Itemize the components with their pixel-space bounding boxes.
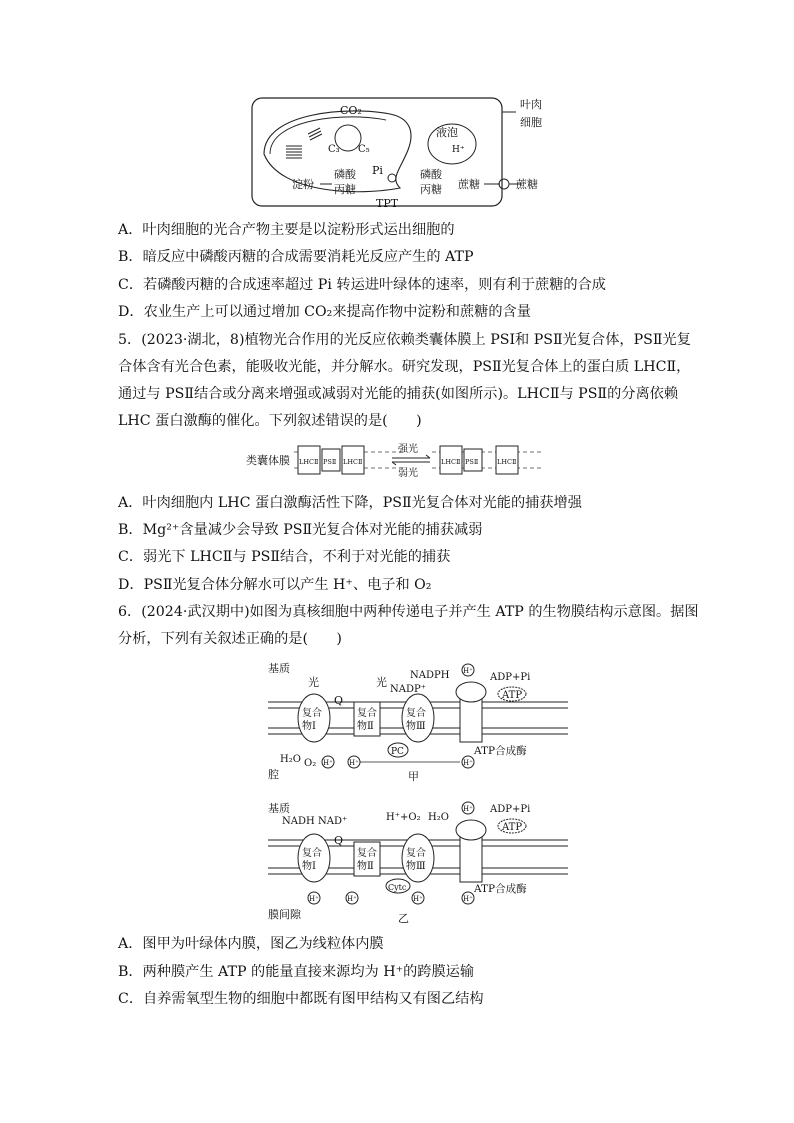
- fig4-c2b: 物Ⅱ: [357, 861, 374, 872]
- fig4-bottom: 膜间隙: [268, 908, 301, 921]
- fig3-synthase: ATP合成酶: [474, 745, 527, 757]
- fig2-ps-2: PSⅡ: [465, 458, 479, 466]
- fig3-c2b: 物Ⅱ: [357, 721, 374, 732]
- fig1-tpt: TPT: [376, 197, 399, 210]
- q6-stem-line1: 6．(2024·武汉期中)如图为真核细胞中两种传递电子并产生 ATP 的生物膜结构示意图。据图: [118, 604, 699, 620]
- fig1-phos2-top: 磷酸: [420, 168, 442, 181]
- fig4-q: Q: [334, 834, 344, 847]
- q4-option-a: A．叶肉细胞的光合产物主要是以淀粉形式运出细胞的: [118, 222, 455, 238]
- fig4-cytc: Cytc: [388, 883, 407, 892]
- fig4-c1a: 复合: [302, 848, 322, 859]
- q5-stem-line2: 合体含有光合色素，能吸收光能，并分解水。研究发现，PSⅡ光复合体上的蛋白质 LHCⅡ，: [118, 359, 691, 375]
- fig3-o2: O₂: [304, 758, 317, 769]
- fig4-c3b: 物Ⅲ: [406, 861, 426, 872]
- fig1-cell-l1: 叶肉: [520, 98, 542, 111]
- fig1-phos-bot: 丙糖: [334, 183, 356, 196]
- q6-option-c: C．自养需氧型生物的细胞中都既有图甲结构又有图乙结构: [118, 991, 484, 1007]
- q5-stem-line3: 通过与 PSⅡ结合或分离来增强或减弱对光能的捕获(如图所示)。LHCⅡ与 PSⅡ的分离依赖: [118, 386, 679, 402]
- fig3-atp: ATP: [502, 690, 523, 701]
- fig4-ho2: H⁺+O₂: [386, 812, 421, 823]
- fig3-h2o: H₂O: [280, 754, 301, 765]
- fig1-co2: CO₂: [340, 104, 362, 117]
- fig1-pi: Pi: [372, 164, 383, 177]
- fig1-hplus: H⁺: [452, 145, 465, 155]
- fig1-phos-top: 磷酸: [334, 168, 356, 181]
- q5-stem-line1: 5．(2023·湖北，8)植物光合作用的光反应依赖类囊体膜上 PSⅠ和 PSⅡ光复合体，PSⅡ光复: [118, 332, 691, 348]
- fig3-q: Q: [334, 694, 344, 707]
- figure-mesophyll-cell: [240, 92, 560, 212]
- fig4-c3a: 复合: [406, 848, 426, 859]
- fig3-c1a: 复合: [302, 708, 322, 719]
- fig4-c2a: 复合: [357, 848, 377, 859]
- fig3-label: 甲: [408, 770, 419, 783]
- fig2-lhc-2: LHCⅡ: [343, 458, 363, 466]
- fig4-nadh: NADH: [282, 816, 315, 827]
- figure-membrane-yi: [268, 798, 568, 928]
- fig4-atp: ATP: [502, 822, 523, 833]
- fig1-cell-l2: 细胞: [520, 116, 542, 129]
- fig2-weak: 弱光: [398, 468, 418, 479]
- fig4-h-2: H⁺: [347, 895, 357, 903]
- fig2-lhc-4: LHCⅡ: [497, 458, 517, 466]
- q4-option-d: D．农业生产上可以通过增加 CO₂来提高作物中淀粉和蔗糖的含量: [118, 304, 531, 320]
- fig4-synthase: ATP合成酶: [474, 883, 527, 895]
- fig3-light1: 光: [308, 676, 319, 689]
- fig3-bottom: 腔: [268, 768, 279, 781]
- fig1-phos2-bot: 丙糖: [420, 183, 442, 196]
- fig1-starch: 淀粉: [292, 178, 314, 191]
- fig2-lhc-3: LHCⅡ: [441, 458, 461, 466]
- fig2-membrane: 类囊体膜: [246, 454, 290, 467]
- fig3-nadp: NADP⁺: [390, 684, 426, 695]
- q6-stem-line2: 分析，下列有关叙述正确的是( ): [118, 631, 342, 647]
- fig4-nad: NAD⁺: [318, 816, 348, 827]
- fig3-c2a: 复合: [357, 708, 377, 719]
- q5-option-a: A．叶肉细胞内 LHC 蛋白激酶活性下降，PSⅡ光复合体对光能的捕获增强: [118, 495, 582, 511]
- fig4-label: 乙: [398, 912, 409, 925]
- figure-lhc-psii: [246, 440, 546, 480]
- q5-option-b: B．Mg²⁺含量减少会导致 PSⅡ光复合体对光能的捕获减弱: [118, 522, 483, 538]
- fig1-vacuole: 液泡: [436, 126, 458, 139]
- q6-option-a: A．图甲为叶绿体内膜，图乙为线粒体内膜: [118, 936, 384, 952]
- fig3-h-3: H⁺: [463, 759, 473, 767]
- fig3-h-top: H⁺: [463, 667, 473, 675]
- fig1-sucrose2: 蔗糖: [516, 178, 538, 191]
- q5-option-d: D．PSⅡ光复合体分解水可以产生 H⁺、电子和 O₂: [118, 577, 432, 593]
- fig3-nadph: NADPH: [410, 670, 450, 681]
- q4-option-b: B．暗反应中磷酸丙糖的合成需要消耗光反应产生的 ATP: [118, 249, 474, 265]
- fig3-light2: 光: [376, 676, 387, 689]
- fig3-h-1: H⁺: [323, 759, 333, 767]
- fig2-lhc-1: LHCⅡ: [299, 458, 319, 466]
- fig4-h-3: H⁺: [413, 895, 423, 903]
- fig4-h-4: H⁺: [463, 895, 473, 903]
- fig3-h-2: H⁺: [349, 759, 359, 767]
- q5-stem-line4: LHC 蛋白激酶的催化。下列叙述错误的是( ): [118, 413, 422, 429]
- fig4-h2o: H₂O: [428, 812, 449, 823]
- q6-option-b: B．两种膜产生 ATP 的能量直接来源均为 H⁺的跨膜运输: [118, 964, 475, 980]
- fig4-h-top: H⁺: [463, 805, 473, 813]
- fig4-adp: ADP+Pi: [490, 804, 531, 815]
- fig3-c1b: 物Ⅰ: [302, 721, 316, 732]
- fig1-sucrose1: 蔗糖: [458, 178, 480, 191]
- fig1-c3: C₃: [328, 144, 340, 155]
- q5-option-c: C．弱光下 LHCⅡ与 PSⅡ结合，不利于对光能的捕获: [118, 549, 451, 565]
- fig3-top: 基质: [268, 662, 290, 675]
- fig1-c5: C₅: [358, 144, 370, 155]
- figure-membrane-jia: [268, 658, 568, 786]
- fig4-c1b: 物Ⅰ: [302, 861, 316, 872]
- fig4-top: 基质: [268, 802, 290, 815]
- fig2-strong: 强光: [398, 444, 418, 455]
- q4-option-c: C．若磷酸丙糖的合成速率超过 Pi 转运进叶绿体的速率，则有利于蔗糖的合成: [118, 277, 606, 293]
- fig3-c3a: 复合: [406, 708, 426, 719]
- fig2-ps-1: PSⅡ: [323, 458, 337, 466]
- fig3-adp: ADP+Pi: [490, 672, 531, 683]
- fig3-pc: PC: [391, 747, 404, 757]
- fig3-c3b: 物Ⅲ: [406, 721, 426, 732]
- fig4-h-1: H⁺: [309, 895, 319, 903]
